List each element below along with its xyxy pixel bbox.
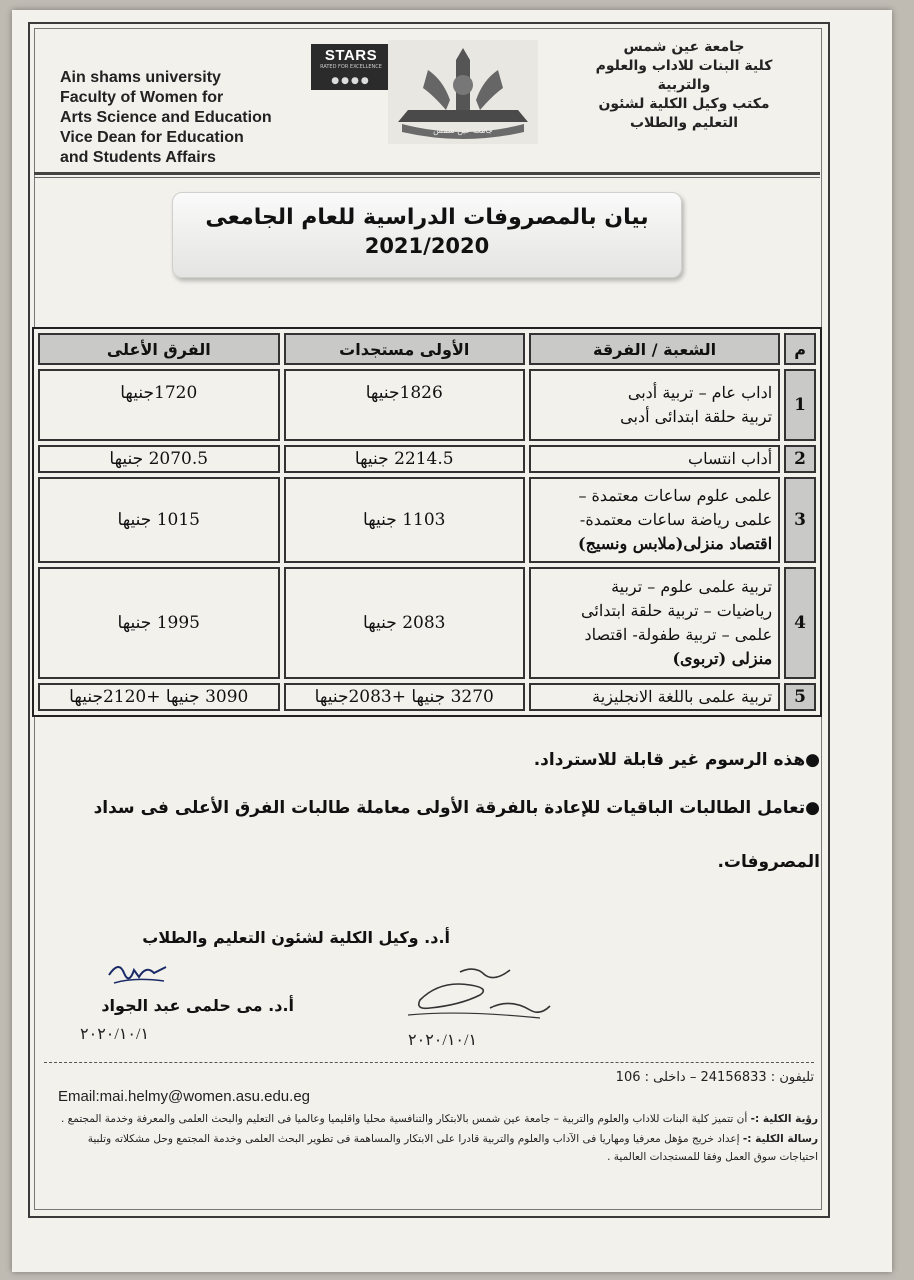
handwritten-signature: [104, 955, 174, 995]
mission-label: رسالة الكلية :-: [742, 1133, 818, 1145]
row-num: 3: [784, 477, 816, 563]
header-ar-line: مكتب وكيل الكلية لشئون: [598, 96, 770, 112]
row-upper-years-fee: 2070.5 جنيها: [38, 445, 280, 473]
division-line: علمى علوم ساعات معتمدة –: [578, 486, 773, 505]
row-upper-years-fee: 1720جنيها: [38, 369, 280, 441]
handwritten-signature: [400, 960, 560, 1035]
division-line: علمى رياضة ساعات معتمدة-: [579, 510, 773, 529]
table-row: [38, 567, 816, 679]
signature-date-2: ٢٠٢٠/١٠/١: [408, 1032, 478, 1049]
table-header-row: [38, 333, 816, 365]
row-division: [529, 445, 780, 473]
table-row: [38, 369, 816, 441]
signatory-title: أ.د. وكيل الكلية لشئون التعليم والطلاب: [142, 928, 450, 947]
row-division: [529, 369, 780, 441]
footer-email: Email:mai.helmy@women.asu.edu.eg: [58, 1088, 311, 1105]
signature-date: ٢٠٢٠/١٠/١: [80, 1026, 150, 1043]
note-item: ●تعامل الطالبات الباقيات للإعادة بالفرقة الأولى معاملة طالبات الفرق الأعلى فى سداد المصروفات.: [93, 798, 820, 872]
vision-label: رؤية الكلية :-: [750, 1113, 818, 1125]
footer-phone: تليفون : 24156833 – داخلى : 106: [615, 1070, 814, 1085]
header-en-line: Arts Science and Education: [60, 109, 272, 126]
header-ar-line: كلية البنات للاداب والعلوم: [595, 58, 773, 74]
header-divider: [34, 172, 820, 175]
header-upper-years: الفرق الأعلى: [38, 333, 280, 365]
document-title: [172, 192, 682, 278]
header-ar-line: جامعة عين شمس: [623, 39, 745, 55]
table-row: [38, 683, 816, 711]
division-line: تربية علمى علوم – تربية: [611, 577, 773, 596]
row-num: 1: [784, 369, 816, 441]
header-en-line: Faculty of Women for: [60, 89, 224, 106]
stars-logo-title: STARS: [324, 47, 378, 64]
header-en-line: and Students Affairs: [60, 149, 216, 166]
seal-text: جامعة عين شمس: [433, 126, 493, 135]
division-line: اداب عام – تربية أدبى: [627, 383, 773, 402]
title-line-1: بيان بالمصروفات الدراسية للعام الجامعى: [205, 205, 649, 230]
row-first-year-fee: 1826جنيها: [284, 369, 525, 441]
row-first-year-fee: 1103 جنيها: [284, 477, 525, 563]
row-first-year-fee: 2214.5 جنيها: [284, 445, 525, 473]
fees-table: [32, 327, 822, 717]
row-division: [529, 567, 780, 679]
header-en-line: Ain shams university: [60, 69, 221, 86]
row-division: [529, 477, 780, 563]
header-en-line: Vice Dean for Education: [60, 129, 244, 146]
row-upper-years-fee: 1995 جنيها: [38, 567, 280, 679]
table-row: [38, 477, 816, 563]
footer-vision-mission: [46, 1110, 818, 1168]
footer-divider: [44, 1062, 814, 1063]
stars-logo-subtitle: RATED FOR EXCELLENCE: [320, 64, 382, 70]
row-num: 4: [784, 567, 816, 679]
division-line: علمى – تربية طفولة- اقتصاد: [584, 625, 773, 644]
header-ar-line: والتربية: [657, 77, 711, 93]
header-ar-line: التعليم والطلاب: [629, 115, 739, 131]
header-english: [60, 68, 320, 168]
university-seal-logo: [388, 40, 538, 144]
mission-text: إعداد خريج مؤهل معرفيا ومهاريا فى الآداب والعلوم والتربية قادرا على الابتكار والمساهمة فى تطوير البحث العلمى وخدمة المجتمع وحل مشكلاته وتلبية احتياجات سوق العمل وفقا للمستجدات العالمية .: [87, 1133, 818, 1163]
signatory-name: أ.د. مى حلمى عبد الجواد: [101, 996, 294, 1015]
division-line: اقتصاد منزلى(ملابس ونسيج): [578, 534, 773, 553]
row-upper-years-fee: 1015 جنيها: [38, 477, 280, 563]
row-first-year-fee: 2083 جنيها: [284, 567, 525, 679]
vision-paragraph: [46, 1110, 818, 1128]
row-num: 2: [784, 445, 816, 473]
header-divider-thin: [34, 177, 820, 178]
row-upper-years-fee: 3090 جنيها +2120جنيها: [38, 683, 280, 711]
row-num: 5: [784, 683, 816, 711]
row-first-year-fee: 3270 جنيها +2083جنيها: [284, 683, 525, 711]
mission-paragraph: [46, 1130, 818, 1166]
vision-text: أن تتميز كلية البنات للاداب والعلوم والتربية – جامعة عين شمس بالابتكار والتنافسية محليا واقليميا وعالميا فى التعليم والبحث العلمى والمعرفة وخدمة المجتمع .: [60, 1113, 748, 1125]
notes-section: [80, 745, 820, 889]
table-row: [38, 445, 816, 473]
division-line: منزلى (تربوى): [672, 649, 773, 668]
row-division: [529, 683, 780, 711]
division-line: رياضيات – تربية حلقة ابتدائى: [581, 601, 773, 620]
header-arabic: [564, 38, 804, 133]
header-first-year: الأولى مستجدات: [284, 333, 525, 365]
stars-logo: [311, 44, 391, 90]
title-year: 2021/2020: [364, 234, 490, 258]
division-line: أداب انتساب: [688, 449, 773, 468]
note-item: ●هذه الرسوم غير قابلة للاسترداد.: [533, 750, 820, 770]
division-line: تربية حلقة ابتدائى أدبى: [620, 407, 773, 426]
division-line: تربية علمى باللغة الانجليزية: [592, 687, 773, 706]
stars-logo-dots: ●●●●: [331, 76, 371, 86]
header-num: م: [784, 333, 816, 365]
header-division: الشعبة / الفرقة: [529, 333, 780, 365]
